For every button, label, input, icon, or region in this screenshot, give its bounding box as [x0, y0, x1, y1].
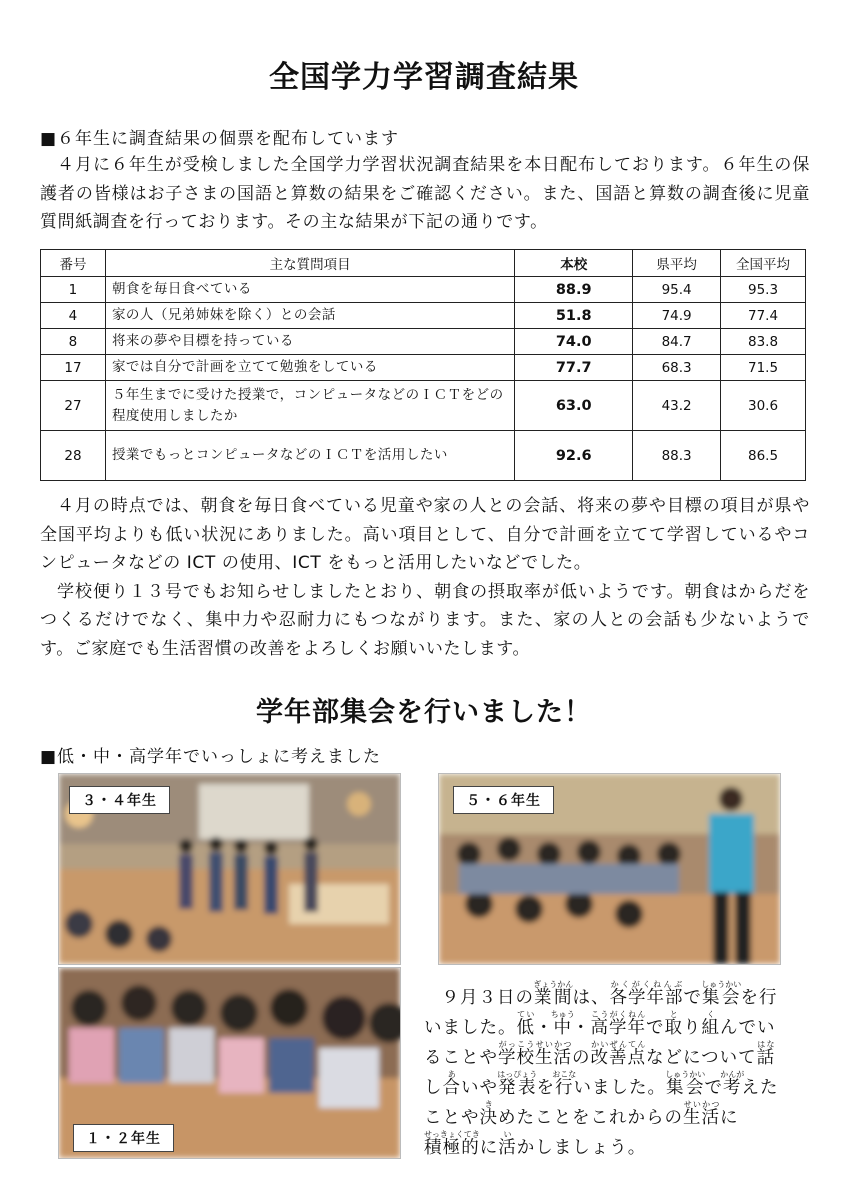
story-text: ９月３日の [441, 988, 534, 1008]
row-number: 17 [41, 355, 106, 381]
row-school-value: 51.8 [515, 303, 633, 329]
ruby-reading: かんが [720, 1070, 745, 1079]
story-text: いや [461, 1078, 498, 1098]
ruby-base: 高学年 [590, 1018, 646, 1038]
row-pref-value: 88.3 [633, 431, 721, 481]
ruby-reading: き [479, 1100, 498, 1109]
ruby-word [550, 1010, 575, 1038]
ruby-word [590, 1040, 647, 1068]
row-item: 授業でもっとコンピュータなどのＩＣＴを活用したい [105, 431, 514, 481]
ruby-word [609, 980, 684, 1008]
table-row [41, 431, 806, 481]
story-text: ・ [535, 1018, 554, 1038]
ruby-reading: てい [516, 1010, 535, 1019]
ruby-base: 合 [442, 1078, 461, 1098]
ruby-base: 業間 [533, 988, 574, 1008]
story-text: かしましょう。 [516, 1138, 647, 1158]
ruby-word [497, 1070, 538, 1098]
ruby-base: 組 [701, 1018, 720, 1038]
story-text: ・ [572, 1018, 591, 1038]
ruby-reading: い [498, 1130, 517, 1139]
row-national-value: 95.3 [721, 277, 806, 303]
row-school-value: 63.0 [515, 381, 633, 431]
row-number: 28 [41, 431, 106, 481]
story-text: で [646, 1018, 665, 1038]
ruby-base: 行 [552, 1078, 577, 1098]
ruby-reading: く [701, 1010, 720, 1019]
ruby-base: 学校生活 [498, 1048, 572, 1068]
ruby-word [442, 1070, 462, 1098]
row-number: 27 [41, 381, 106, 431]
ruby-base: 積極的 [424, 1138, 480, 1158]
intro-paragraph [40, 151, 810, 237]
ruby-base: 考 [720, 1078, 745, 1098]
ruby-base: 生活 [683, 1108, 720, 1128]
ruby-reading: おこな [552, 1070, 577, 1079]
row-item: 家では自分で計画を立てて勉強をしている [105, 355, 514, 381]
ruby-base: 活 [498, 1138, 517, 1158]
section1-heading: ■６年生に調査結果の個票を配布しています [40, 129, 400, 149]
row-number: 8 [41, 329, 106, 355]
row-pref-value: 43.2 [633, 381, 721, 431]
ruby-word [498, 1040, 572, 1068]
story-text: し [424, 1078, 443, 1098]
photo-grade34 [58, 773, 401, 965]
table-row [41, 381, 806, 431]
row-school-value: 88.9 [515, 277, 633, 303]
row-item: 将来の夢や目標を持っている [105, 329, 514, 355]
story-text: り [683, 1018, 702, 1038]
col-header-national: 全国平均 [721, 250, 806, 277]
col-header-prefecture: 県平均 [633, 250, 721, 277]
ruby-base: 集会 [701, 988, 742, 1008]
ruby-reading: しゅうかい [665, 1070, 706, 1079]
ruby-reading: こうがくねん [590, 1010, 646, 1019]
row-pref-value: 68.3 [633, 355, 721, 381]
story-text: めたことをこれからの [498, 1108, 683, 1128]
row-pref-value: 95.4 [633, 277, 721, 303]
ruby-reading: はな [756, 1040, 776, 1049]
ruby-base: 発表 [497, 1078, 538, 1098]
ruby-word [516, 1010, 536, 1038]
story-text: んでいることや [424, 1018, 776, 1068]
row-national-value: 83.8 [721, 329, 806, 355]
ruby-reading: あ [442, 1070, 461, 1079]
row-national-value: 71.5 [721, 355, 806, 381]
photo-label-grade56: ５・６年生 [453, 786, 554, 814]
ruby-word [533, 980, 574, 1008]
summary-paragraph-2: 学校便り１３号でもお知らせしましたとおり、朝食の摂取率が低いようです。朝食はからだをつくるだけでなく、集中力や忍耐力にもつながります。また、家の人との会話も少ないようです。ご家庭でも生活習慣の改善をよろしくお願いいたします。 [40, 581, 810, 659]
story-text: に [479, 1138, 499, 1158]
story-text: で [704, 1078, 723, 1098]
story-text: の [572, 1048, 591, 1068]
section2-heading: ■低・中・高学年でいっしょに考えました [40, 747, 382, 767]
photo-grade56 [438, 773, 781, 965]
ruby-reading: ちゅう [550, 1010, 575, 1019]
col-header-school: 本校 [515, 250, 633, 277]
ruby-base: 話 [756, 1048, 776, 1068]
col-header-item: 主な質問項目 [105, 250, 514, 277]
row-item: 家の人（兄弟姉妹を除く）との会話 [105, 303, 514, 329]
photo-label-grade12: １・２年生 [73, 1124, 174, 1152]
assembly-story [424, 980, 792, 1163]
table-row [41, 303, 806, 329]
ruby-word [720, 1070, 745, 1098]
ruby-reading: がっこうせいかつ [498, 1040, 572, 1049]
row-number: 1 [41, 277, 106, 303]
row-item: 朝食を毎日食べている [105, 277, 514, 303]
section2-title: 学年部集会を行いました！ [256, 697, 592, 728]
intro-text: ４月に６年生が受検しました全国学力学習状況調査結果を本日配布しております。６年生の保護者の皆様はお子さまの国語と算数の結果をご確認ください。また、国語と算数の調査後に児童質問紙調査を行っております。その主な結果が下記の通りです。 [40, 155, 810, 232]
ruby-word [683, 1100, 720, 1128]
ruby-base: 低 [516, 1018, 535, 1038]
story-text: で [683, 988, 702, 1008]
ruby-word [498, 1130, 517, 1158]
story-text: などについて [646, 1048, 757, 1068]
ruby-reading: しゅうかい [701, 980, 742, 989]
ruby-reading: せっきょくてき [424, 1130, 480, 1139]
ruby-word [664, 1010, 684, 1038]
table-row [41, 277, 806, 303]
survey-results-table [40, 249, 806, 481]
row-national-value: 77.4 [721, 303, 806, 329]
ruby-base: 取 [664, 1018, 683, 1038]
ruby-word [701, 980, 742, 1008]
row-school-value: 92.6 [515, 431, 633, 481]
row-pref-value: 84.7 [633, 329, 721, 355]
table-row [41, 355, 806, 381]
story-text: えたことや [424, 1078, 779, 1128]
ruby-base: 決 [479, 1108, 498, 1128]
col-header-number: 番号 [41, 250, 106, 277]
story-text: を行いました。 [424, 988, 778, 1038]
ruby-word [590, 1010, 647, 1038]
row-national-value: 86.5 [721, 431, 806, 481]
photo-grade12 [58, 967, 401, 1159]
story-text: を [536, 1078, 555, 1098]
summary-paragraph-1: ４月の時点では、朝食を毎日食べている児童や家の人との会話、将来の夢や目標の項目が県や全国平均よりも低い状況にありました。高い項目として、自分で計画を立てて学習しているやコンピュータなどの ICT の使用、ICT をもっと活用したいなどでした。 [40, 496, 810, 573]
ruby-reading: かくがくねんぶ [609, 980, 684, 989]
story-text: に [720, 1108, 739, 1128]
ruby-reading: ぎょうかん [533, 980, 574, 989]
row-national-value: 30.6 [721, 381, 806, 431]
row-school-value: 77.7 [515, 355, 633, 381]
ruby-base: 集会 [665, 1078, 706, 1098]
ruby-reading: かいぜんてん [590, 1040, 646, 1049]
page-title: 全国学力学習調査結果 [269, 60, 579, 95]
story-text: は、 [572, 988, 610, 1008]
ruby-base: 中 [550, 1018, 575, 1038]
summary-paragraphs [40, 492, 810, 663]
row-pref-value: 74.9 [633, 303, 721, 329]
table-header-row [41, 250, 806, 277]
ruby-word [756, 1040, 776, 1068]
ruby-word [665, 1070, 706, 1098]
ruby-reading: せいかつ [683, 1100, 720, 1109]
assembly-story-text [424, 980, 792, 1163]
ruby-word [479, 1100, 499, 1128]
table-row [41, 329, 806, 355]
row-item: ５年生までに受けた授業で，コンピュータなどのＩＣＴをどの程度使用しましたか [105, 381, 514, 431]
ruby-base: 改善点 [590, 1048, 646, 1068]
ruby-reading: と [664, 1010, 683, 1019]
story-text: いました。 [573, 1078, 666, 1098]
ruby-word [701, 1010, 721, 1038]
photo-label-grade34: ３・４年生 [69, 786, 170, 814]
ruby-word [424, 1130, 480, 1158]
row-number: 4 [41, 303, 106, 329]
ruby-reading: はっぴょう [497, 1070, 538, 1079]
ruby-word [552, 1070, 577, 1098]
row-school-value: 74.0 [515, 329, 633, 355]
ruby-base: 各学年部 [609, 988, 684, 1008]
